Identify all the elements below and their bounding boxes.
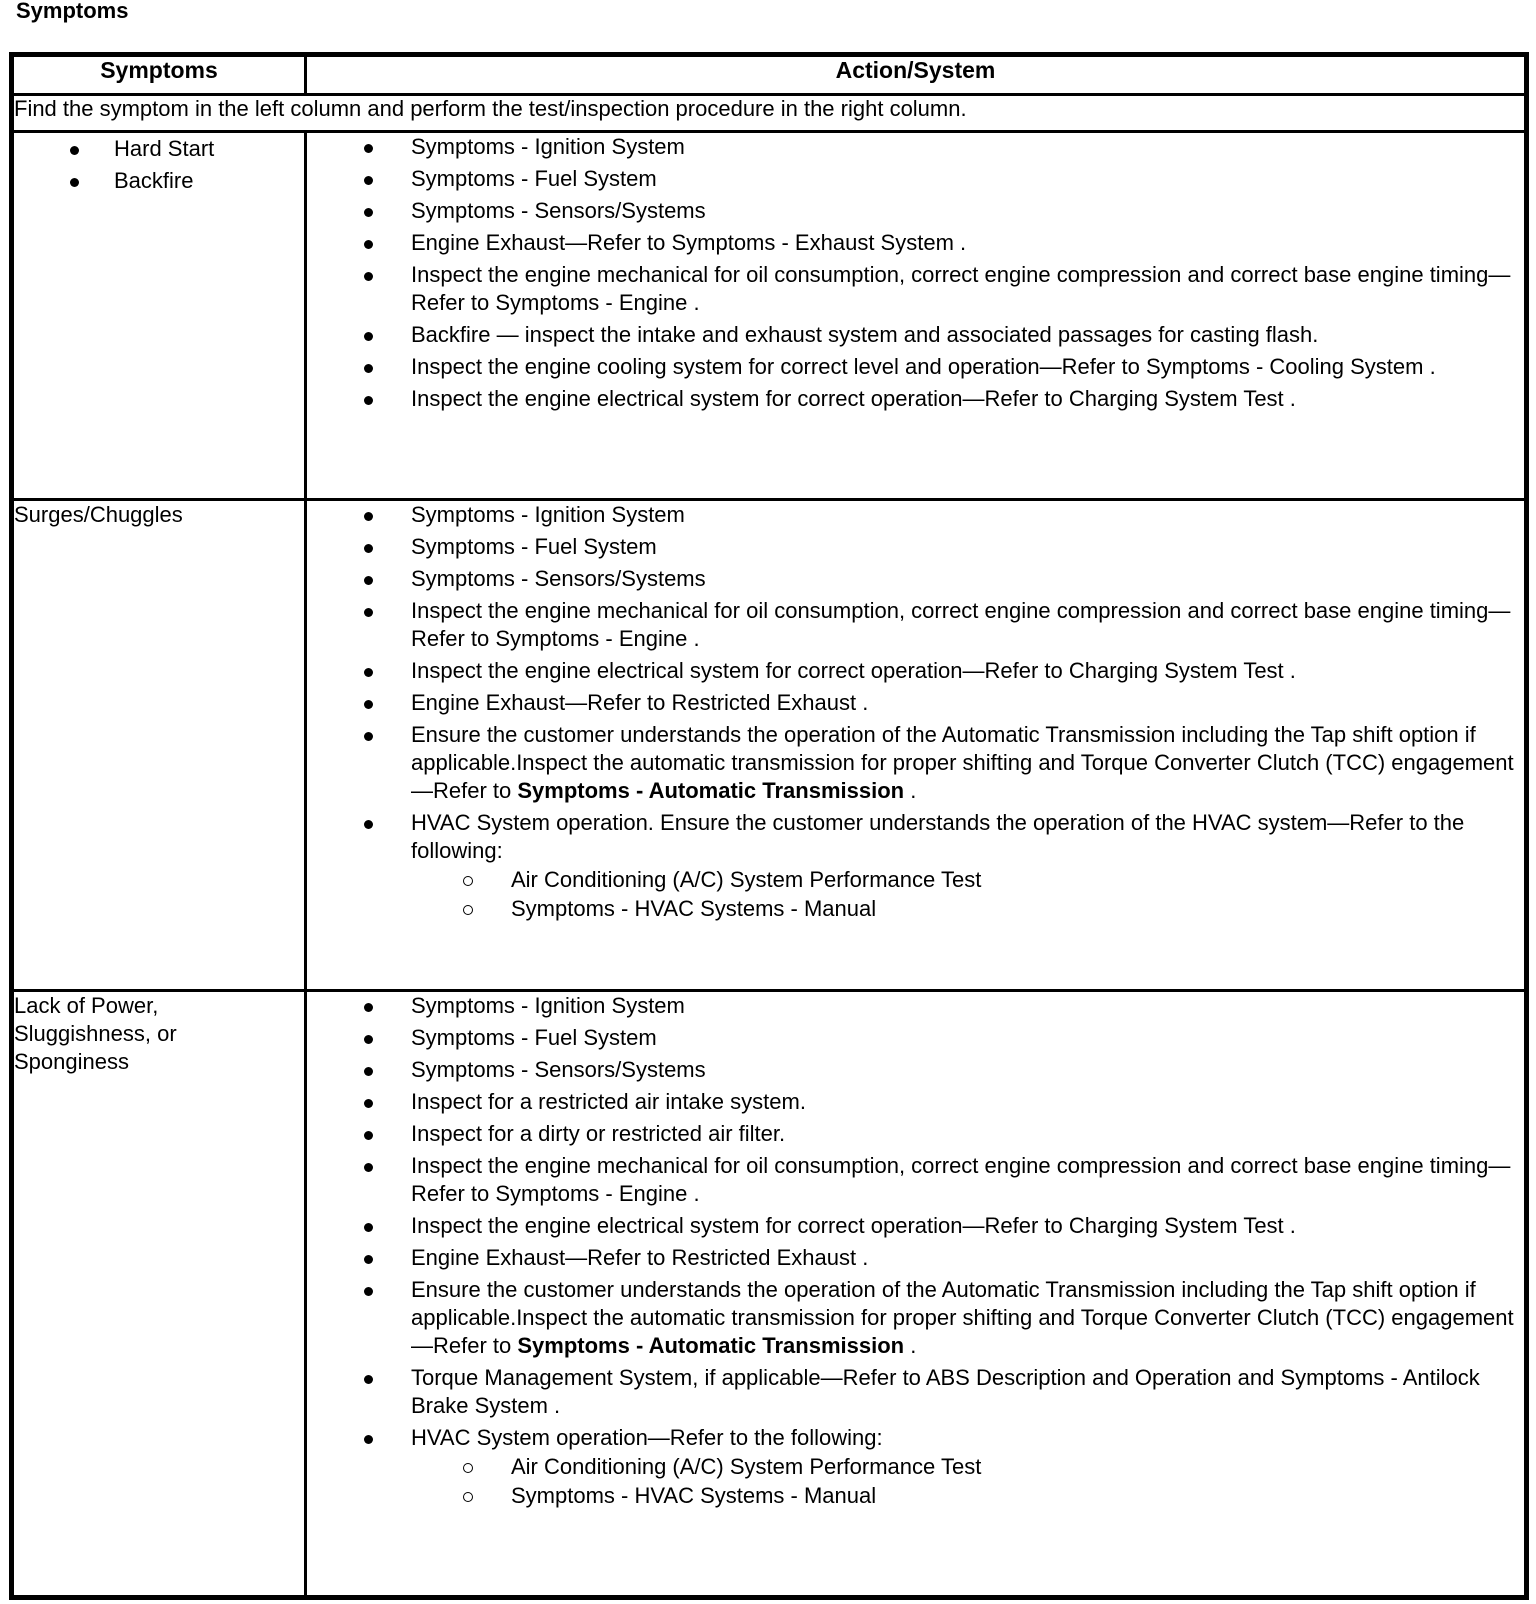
symptom-cell [12, 500, 306, 991]
header-symptoms: Symptoms [12, 55, 306, 95]
list-item: Inspect the engine mechanical for oil consumption, correct engine compression and correct base engine timing—Refer to Symptoms - Engine . [307, 261, 1524, 317]
action-cell [306, 991, 1527, 1598]
list-item [307, 1424, 1524, 1510]
intro-text: Find the symptom in the left column and perform the test/inspection procedure in the right column. [12, 95, 1527, 132]
action-cell [306, 500, 1527, 991]
list-item [307, 809, 1524, 923]
list-item: Symptoms - Sensors/Systems [307, 565, 1524, 593]
list-item: Engine Exhaust—Refer to Restricted Exhaust . [307, 689, 1524, 717]
transmission-text: Ensure the customer understands the operation of the Automatic Transmission including the Tap shift option if applicable.Inspect the automatic transmission for proper shifting and Torque Converter Clutch (TCC) engagement—Refer to [411, 722, 1514, 803]
header-action-system: Action/System [306, 55, 1527, 95]
hvac-text: HVAC System operation—Refer to the following: [411, 1425, 883, 1450]
sub-list-item: Symptoms - HVAC Systems - Manual [411, 894, 1524, 923]
list-item: Symptoms - Fuel System [307, 1024, 1524, 1052]
sub-list-item: Air Conditioning (A/C) System Performance Test [411, 865, 1524, 894]
list-item: Symptoms - Ignition System [307, 992, 1524, 1020]
list-item: Engine Exhaust—Refer to Symptoms - Exhaust System . [307, 229, 1524, 257]
list-item: Symptoms - Sensors/Systems [307, 1056, 1524, 1084]
list-item: Symptoms - Ignition System [307, 501, 1524, 529]
sub-list-item: Symptoms - HVAC Systems - Manual [411, 1481, 1524, 1510]
list-item: Engine Exhaust—Refer to Restricted Exhaust . [307, 1244, 1524, 1272]
list-item: Hard Start [14, 135, 304, 163]
list-item: Inspect the engine electrical system for correct operation—Refer to Charging System Test . [307, 1212, 1524, 1240]
action-cell [306, 132, 1527, 500]
transmission-text: Ensure the customer understands the operation of the Automatic Transmission including the Tap shift option if applicable.Inspect the automatic transmission for proper shifting and Torque Converter Clutch (TCC) engagement—Refer to [411, 1277, 1514, 1358]
list-item: Inspect for a dirty or restricted air filter. [307, 1120, 1524, 1148]
symptoms-table [9, 52, 1529, 1600]
list-item: Symptoms - Fuel System [307, 533, 1524, 561]
table-header-row [12, 55, 1527, 95]
sub-list-item: Air Conditioning (A/C) System Performance Test [411, 1452, 1524, 1481]
symptom-cell [12, 132, 306, 500]
symptom-cell [12, 991, 306, 1598]
intro-row [12, 95, 1527, 132]
symptom-text: Surges/Chuggles [14, 502, 183, 527]
list-item: Inspect the engine electrical system for correct operation—Refer to Charging System Test . [307, 657, 1524, 685]
list-item: Symptoms - Fuel System [307, 165, 1524, 193]
transmission-link[interactable]: Symptoms - Automatic Transmission [517, 1333, 905, 1358]
hvac-text: HVAC System operation. Ensure the customer understands the operation of the HVAC system—Refer to the following: [411, 810, 1465, 863]
table-row [12, 991, 1527, 1598]
list-item: Inspect the engine cooling system for correct level and operation—Refer to Symptoms - Cooling System . [307, 353, 1524, 381]
table-row [12, 500, 1527, 991]
list-item: Inspect the engine mechanical for oil consumption, correct engine compression and correct base engine timing—Refer to Symptoms - Engine . [307, 597, 1524, 653]
list-item: Inspect the engine mechanical for oil consumption, correct engine compression and correct base engine timing—Refer to Symptoms - Engine . [307, 1152, 1524, 1208]
symptom-text: Lack of Power, Sluggishness, or Sponginess [14, 993, 177, 1074]
list-item: Backfire [14, 167, 304, 195]
transmission-link[interactable]: Symptoms - Automatic Transmission [517, 778, 905, 803]
transmission-end: . [904, 778, 917, 803]
list-item: Symptoms - Ignition System [307, 133, 1524, 161]
list-item: Backfire — inspect the intake and exhaust system and associated passages for casting flash. [307, 321, 1524, 349]
table-row [12, 132, 1527, 500]
list-item [307, 1276, 1524, 1360]
list-item: Inspect the engine electrical system for correct operation—Refer to Charging System Test . [307, 385, 1524, 413]
list-item: Inspect for a restricted air intake system. [307, 1088, 1524, 1116]
transmission-end: . [904, 1333, 917, 1358]
list-item [307, 721, 1524, 805]
list-item: Symptoms - Sensors/Systems [307, 197, 1524, 225]
page-title: Symptoms [16, 0, 129, 23]
list-item: Torque Management System, if applicable—Refer to ABS Description and Operation and Symptoms - Antilock Brake System . [307, 1364, 1524, 1420]
